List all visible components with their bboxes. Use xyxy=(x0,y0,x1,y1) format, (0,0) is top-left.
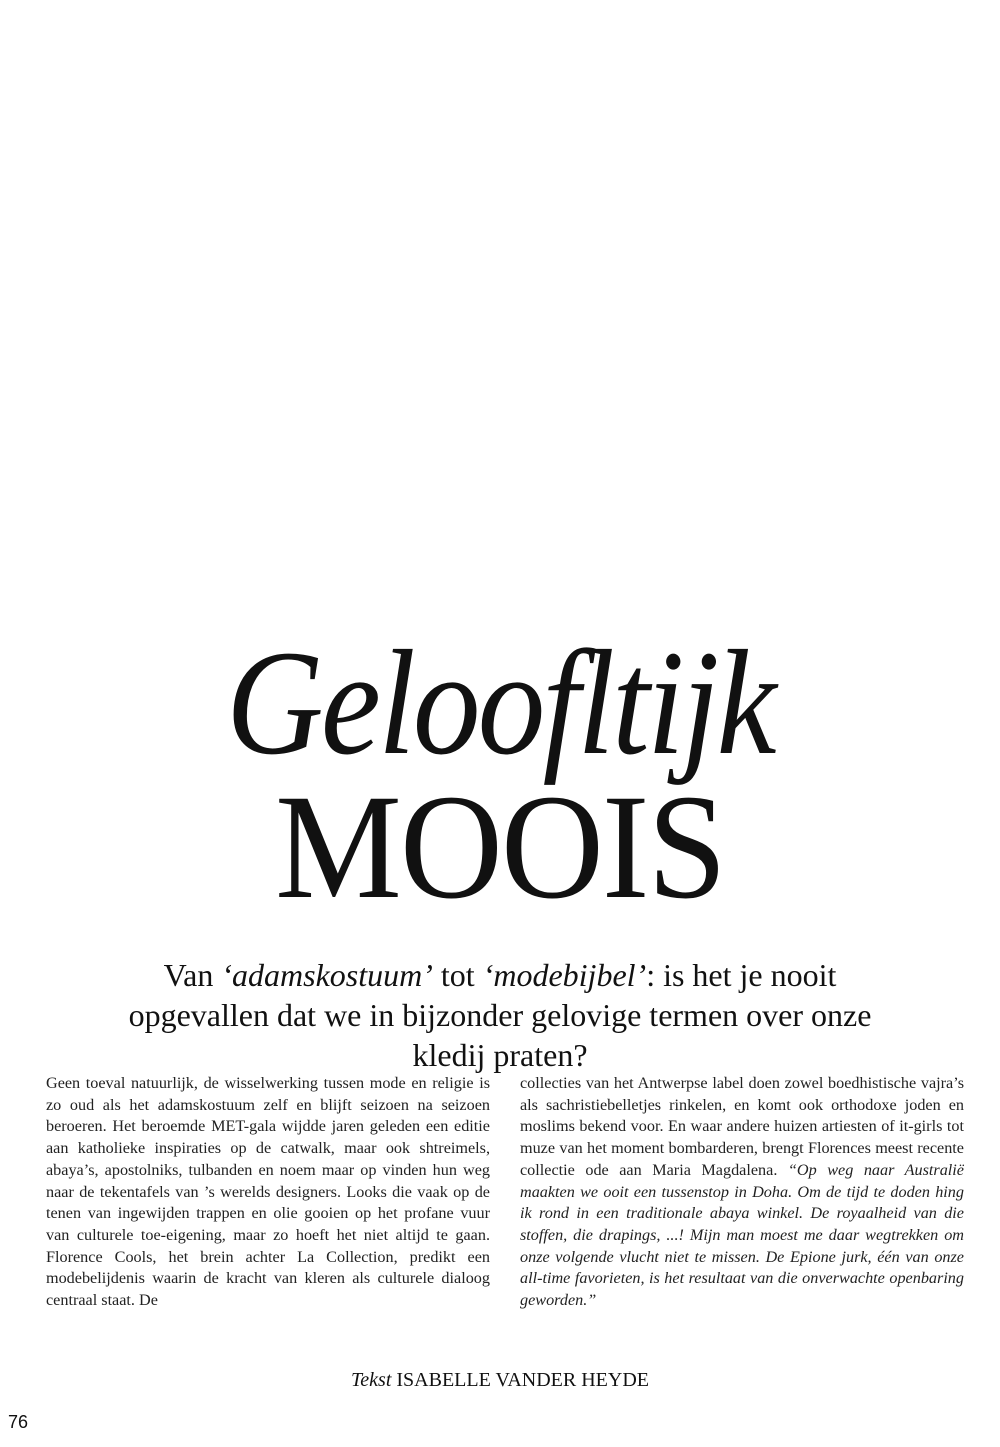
body-column-left: Geen toeval natuurlijk, de wisselwerking tussen mode en religie is zo oud als het adamskostuum zelf en blijft seizoen na seizoen beroeren. Het beroemde MET-gala wijdde jaren geleden een editie aan katholieke inspiraties op de catwalk, maar ook shtreimels, abaya’s, apostolniks, tulbanden en noem maar op vinden hun weg naar de tekentafels van ’s werelds designers. Looks die vaak op de tenen van ingewijden trappen en olie gooien op het profane vuur van culturele toe-eigening, maar zo hoeft het niet altijd te gaan. Florence Cools, het brein achter La Collection, predikt een modebelijdenis waarin de kracht van kleren als culturele dialoog centraal staat. De xyxy=(46,1074,490,1310)
body-column-right xyxy=(520,1073,964,1312)
credit-name: ISABELLE VANDER HEYDE xyxy=(396,1369,649,1391)
page-number: 76 xyxy=(8,1412,29,1432)
subtitle-part-1: Van xyxy=(163,957,222,993)
subtitle xyxy=(100,955,900,1075)
title-line-1: Geloofltijk xyxy=(226,620,774,786)
body-column-right-text: collecties van het Antwerpse label doen zowel boedhistische vajra’s als sachristiebelletjes rinkelen, en komt ook orthodoxe joden en moslims bekend voor. En waar andere huizen artiesten of it-girls tot muze van het moment bombarderen, brengt Florences meest recente collectie ode aan Maria Magdalena. xyxy=(520,1074,964,1179)
author-credit xyxy=(0,1369,1000,1392)
title-line-2: MOOIS xyxy=(275,764,725,930)
subtitle-term-2: ‘modebijbel’ xyxy=(482,957,647,993)
credit-label: Tekst xyxy=(351,1369,392,1391)
subtitle-term-1: ‘adamskostuum’ xyxy=(221,957,433,993)
subtitle-part-2: tot xyxy=(432,957,483,993)
subtitle-part-3: : is het je nooit opgevallen dat we in bijzonder gelovige termen over onze kledij praten? xyxy=(128,957,872,1073)
pull-quote: “Op weg naar Australië maakten we ooit een tussenstop in Doha. Om de tijd te doden hing ik rond in een traditionale abaya winkel. De royaalheid van die stoffen, die drapings, ...! Mijn man moest me daar wegtrekken om onze volgende vlucht niet te missen. De Epione jurk, één van onze all-time favorieten, is het resultaat van die onverwachte openbaring geworden.” xyxy=(520,1160,964,1310)
